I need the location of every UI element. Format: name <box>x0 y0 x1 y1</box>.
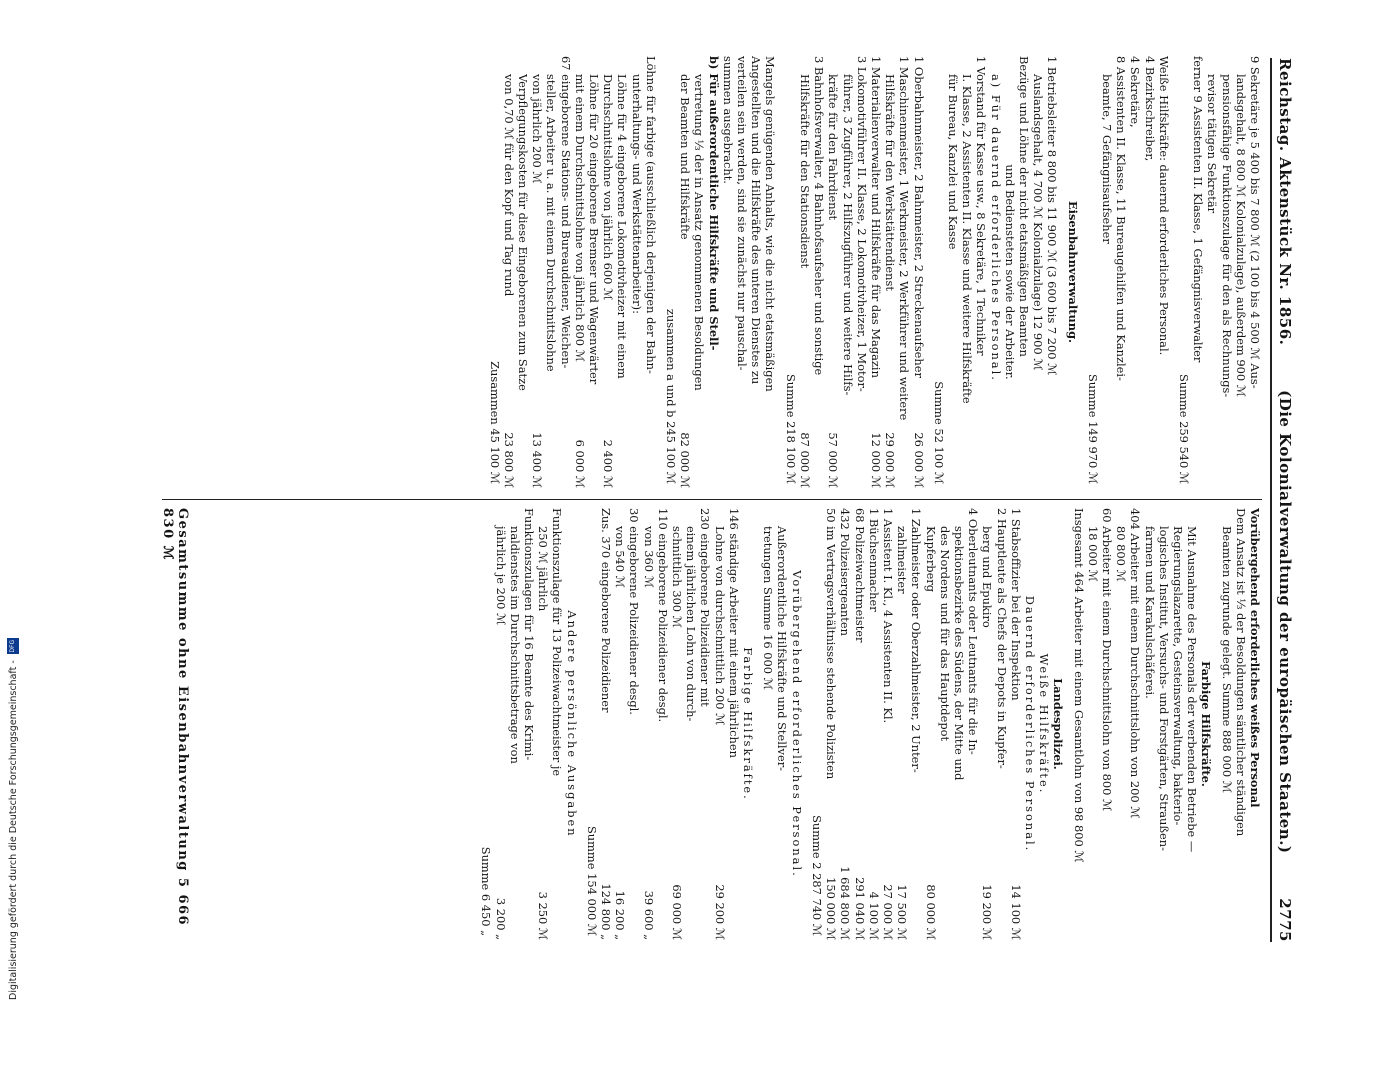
line-text: Verpflegungskosten für diese Eingeborenen zum Satze <box>516 74 531 391</box>
text-line <box>1114 56 1128 488</box>
text-line <box>1157 56 1171 488</box>
text-line <box>881 508 895 940</box>
line-text: Funktionszulage für 13 Polizeiwachtmeister je <box>550 508 565 777</box>
text-line <box>909 508 923 940</box>
text-line <box>1086 508 1100 940</box>
line-text: 1 Materialienverwalter und Hilfskräfte für das Magazin <box>868 56 883 378</box>
text-line <box>1234 56 1248 488</box>
text-line <box>615 56 629 488</box>
line-text: 250 ℳ jährlich <box>536 526 551 612</box>
line-text: ferner 9 Assistenten II. Klasse, 1 Gefängnisverwalter <box>1191 56 1206 363</box>
line-text: von jährlich 200 ℳ <box>530 74 545 184</box>
text-line <box>1248 508 1262 940</box>
text-line <box>869 56 883 488</box>
text-line <box>502 56 516 488</box>
line-text: verteilen sein werden, sind sie zunächst nur pauschal- <box>735 56 750 371</box>
text-line <box>678 56 692 488</box>
line-text: Vorübergehend erforderliches Personal. <box>789 570 804 878</box>
line-text: 146 ständige Arbeiter mit einem jährlichen <box>726 508 741 758</box>
header-title: Reichstag. Aktenstück Nr. 1856. <box>1276 58 1294 346</box>
text-line <box>911 56 925 488</box>
line-text: schnittlich 300 ℳ <box>670 526 685 628</box>
line-amount: 150 000 ℳ <box>824 877 839 940</box>
line-amount: 82 000 ℳ <box>678 432 693 488</box>
rotated-page-stage <box>160 0 1294 1080</box>
line-amount: 291 040 ℳ <box>852 877 867 940</box>
line-amount: 4 100 ℳ <box>866 891 881 940</box>
line-text: Beamten zugrunde gelegt. Summe 888 000 ℳ <box>1219 526 1234 793</box>
right-column <box>162 508 1262 940</box>
dfg-logo-icon: DFG <box>7 638 19 654</box>
line-text: führer, 3 Zugführer, 2 Hilfszugführer und weitere Hilfs- <box>840 74 855 396</box>
text-line <box>1157 508 1171 940</box>
text-line <box>761 508 775 940</box>
text-line <box>641 508 655 940</box>
line-text: Farbige Hilfskräfte. <box>1199 661 1214 787</box>
line-text: Angestellten und die Hilfskräfte des unteren Dienstes zu <box>749 56 764 385</box>
line-text: Außerordentliche Hilfskräfte und Stellver- <box>775 526 790 772</box>
line-text: 18 000 ℳ <box>1085 526 1100 582</box>
text-line <box>1128 56 1142 488</box>
text-line <box>1003 56 1017 488</box>
text-line <box>1142 56 1156 488</box>
line-text: Farbige Hilfskräfte. <box>741 647 756 801</box>
line-text: 110 eingeborene Polizeidiener desgl. <box>655 508 670 723</box>
text-line <box>798 56 812 488</box>
text-line <box>966 508 980 940</box>
text-line <box>1031 56 1045 488</box>
text-line <box>775 508 789 940</box>
text-line <box>952 508 966 940</box>
line-text: und Bediensteten sowie der Arbeiter. <box>1002 164 1017 380</box>
text-line <box>627 508 641 940</box>
sum-line <box>932 56 946 488</box>
text-line <box>1009 508 1023 940</box>
text-line <box>564 508 578 940</box>
text-line <box>812 56 826 488</box>
text-line <box>1219 508 1233 940</box>
text-line <box>1199 508 1213 940</box>
text-line <box>1219 56 1233 488</box>
text-line <box>1023 508 1037 940</box>
text-line <box>712 508 726 940</box>
line-text: Mangels genügenden Anhalts, wie die nicht etatsmäßigen <box>763 56 778 392</box>
text-line <box>550 508 564 940</box>
text-line <box>1037 508 1051 940</box>
line-text: von 0,70 ℳ für den Kopf und Tag rund <box>501 74 516 297</box>
line-text: 1 Assistent I. Kl., 4 Assistenten II. Kl. <box>880 508 895 724</box>
text-line <box>721 56 735 488</box>
line-text: Bezüge und Löhne der nicht etatsmäßigen Beamten <box>1016 56 1031 357</box>
text-line <box>1100 56 1114 488</box>
line-text: Weiße Hilfskräfte. <box>1037 653 1052 795</box>
line-amount: 13 400 ℳ <box>530 432 545 488</box>
line-text: 1 Zahlmeister oder Oberzahlmeister, 2 Unter- <box>909 508 924 773</box>
line-text: Summe 218 100 ℳ <box>783 373 798 484</box>
digitization-footer <box>4 0 22 1000</box>
line-amount: 27 000 ℳ <box>880 884 895 940</box>
text-line <box>1045 56 1059 488</box>
text-line <box>763 56 777 488</box>
line-text: 1 Oberbahnmeister, 2 Bahnmeister, 2 Streckenaufseher <box>911 56 926 378</box>
text-line <box>1191 56 1205 488</box>
line-text: 4 Oberleutnants oder Leutnants für die In- <box>966 508 981 755</box>
line-text: Summe 154 000 ℳ <box>584 825 599 936</box>
line-text: Regierungslazarette, Gesteinsverwaltung, bakterio- <box>1170 526 1185 826</box>
sum-line <box>784 56 798 488</box>
sum-line <box>810 508 824 940</box>
line-amount: 69 000 ℳ <box>670 884 685 940</box>
line-text: Löhne für 20 eingeborene Bremser und Wagenwärter <box>587 74 602 385</box>
line-text: von 540 ℳ <box>613 526 628 588</box>
line-text: Kupferberg <box>923 526 938 593</box>
line-text: 4 Sekretäre, <box>1128 56 1143 128</box>
line-text: spektionsbezirke des Südens, der Mitte und <box>951 526 966 781</box>
text-line <box>558 56 572 488</box>
text-line <box>692 56 706 488</box>
text-line <box>644 56 658 488</box>
text-line <box>855 56 869 488</box>
line-text: landsgehalt, 8 800 ℳ Kolonialzulage), außerdem 900 ℳ <box>1233 74 1248 397</box>
line-text: 30 eingeborene Polizeidiener desgl. <box>627 508 642 715</box>
line-text: 404 Arbeiter mit einem Durchschnittslohn von 200 ℳ <box>1128 508 1143 819</box>
line-text: Zus. 370 eingeborene Polizeidiener <box>599 508 614 713</box>
line-text: I. Klasse, 2 Assistenten II. Klasse und weitere Hilfskräfte <box>960 74 975 404</box>
line-text: 50 im Vertragsverhältnisse stehende Polizisten <box>824 508 839 780</box>
text-line <box>670 508 684 940</box>
sum-line <box>1086 56 1100 488</box>
line-text: naldienstes im Durchschnittsbetrage von <box>507 526 522 764</box>
line-amount: 1 684 800 ℳ <box>838 866 853 940</box>
line-text: summen ausgebracht. <box>720 56 735 184</box>
line-text: vertretung ⅓ der in Ansatz genommenen Besoldungen <box>692 74 707 391</box>
line-text: pensionsfähige Funktionszulage für den als Rechnungs- <box>1219 74 1234 398</box>
text-line <box>601 56 615 488</box>
line-amount: 57 000 ℳ <box>826 432 841 488</box>
line-amount: 16 200 „ <box>613 890 628 940</box>
line-text: 67 eingeborene Stations- und Bureaudiener, Weichen- <box>558 56 573 369</box>
line-amount: 29 000 ℳ <box>883 432 898 488</box>
text-line <box>1017 56 1031 488</box>
line-text: steller, Arbeiter u. a. mit einem Durchschnittslohne <box>544 74 559 372</box>
line-text: Insgesamt 464 Arbeiter mit einem Gesamtlohn von 98 800 ℳ <box>1071 508 1086 863</box>
line-text: beamte, 7 Gefängnisaufseher <box>1099 74 1114 244</box>
line-text: für Bureau, Kanzlei und Kasse <box>945 74 960 250</box>
text-line <box>867 508 881 940</box>
line-text: 1 Vorstand für Kasse usw., 8 Sekretäre, 1 Techniker <box>974 56 989 356</box>
line-text: Summe 2 287 740 ℳ <box>809 815 824 936</box>
line-amount: 87 000 ℳ <box>797 432 812 488</box>
line-text: Summe 259 540 ℳ <box>1176 373 1191 484</box>
header-subtitle: (Die Kolonialverwaltung der europäischen Staaten.) <box>1276 390 1294 854</box>
line-text: 80 800 ℳ <box>1114 526 1129 582</box>
text-line <box>599 508 613 940</box>
line-text: Löhne für farbige (ausschließlich derjenigen der Bahn- <box>643 56 658 374</box>
line-amount: 19 200 ℳ <box>980 884 995 940</box>
line-text: 60 Arbeiter mit einem Durchschnittslohn von 800 ℳ <box>1099 508 1114 812</box>
line-text: 230 eingeborene Polizeidiener mit <box>698 508 713 707</box>
line-text: Vorübergehend erforderliches weißes Personal <box>1248 508 1262 808</box>
text-line <box>727 508 741 940</box>
line-text: der Beamten und Hilfskräfte <box>678 74 693 240</box>
text-line <box>852 508 866 940</box>
page-number: 2775 <box>1276 898 1294 942</box>
line-text: Durchschnittslohne von jährlich 600 ℳ <box>601 74 616 301</box>
text-line <box>1051 508 1065 940</box>
text-line <box>1171 508 1185 940</box>
line-text: tretungen Summe 16 000 ℳ <box>761 526 776 690</box>
text-line <box>1065 56 1079 488</box>
text-line <box>1128 508 1142 940</box>
sum-line <box>487 56 501 488</box>
text-line <box>656 508 670 940</box>
text-line <box>826 56 840 488</box>
line-text: Landespolizei. <box>1051 678 1066 770</box>
line-amount: 26 000 ℳ <box>911 432 926 488</box>
text-line <box>824 508 838 940</box>
sum-line <box>1177 56 1191 488</box>
line-text: Lohne von durchschnittlich 200 ℳ <box>712 526 727 726</box>
text-line <box>1071 508 1085 940</box>
left-column <box>162 56 1262 488</box>
line-text: von 360 ℳ <box>641 526 656 588</box>
line-text: unterhaltungs- und Werkstättenarbeiter): <box>629 74 644 314</box>
line-text: a) Für dauernd erforderliches Personal. <box>988 74 1003 382</box>
text-line <box>508 508 522 940</box>
text-line <box>749 56 763 488</box>
line-text: 1 Stabsoffizier bei der Inspektion <box>1008 508 1023 701</box>
text-line <box>1205 56 1219 488</box>
line-amount: 3 250 ℳ <box>536 891 551 940</box>
line-text: Summe 149 970 ℳ <box>1085 373 1100 484</box>
text-line <box>980 508 994 940</box>
grand-total <box>160 508 190 940</box>
text-line <box>698 508 712 940</box>
text-line <box>946 56 960 488</box>
text-line <box>838 508 852 940</box>
text-line <box>530 56 544 488</box>
line-text: revisor tätigen Sekretär <box>1205 74 1220 214</box>
text-line <box>1100 508 1114 940</box>
text-line <box>1114 508 1128 940</box>
line-text: farmen und Karakulschäferei. <box>1142 526 1157 699</box>
line-amount: 80 000 ℳ <box>923 884 938 940</box>
text-line <box>988 56 1002 488</box>
line-text: Summe 52 100 ℳ <box>931 381 946 484</box>
grand-total-label: Gesamtsumme ohne Eisenbahnverwaltung 5 666 830 ℳ <box>160 508 190 927</box>
text-line <box>544 56 558 488</box>
line-amount: 3 200 „ <box>493 897 508 940</box>
line-text: zahlmeister <box>895 526 910 594</box>
text-line <box>516 56 530 488</box>
line-text: zusammen a und b 245 100 ℳ <box>664 308 679 484</box>
text-line <box>895 508 909 940</box>
line-text: kräfte für den Fahrdienst <box>826 74 841 221</box>
line-text: Zusammen 45 100 ℳ <box>487 361 502 484</box>
text-line <box>883 56 897 488</box>
text-line <box>923 508 937 940</box>
text-line <box>1185 508 1199 940</box>
line-text: logisches Institut, Versuchs- und Forstgärten, Straußen- <box>1156 526 1171 851</box>
line-amount: 124 800 „ <box>599 883 614 940</box>
text-line <box>684 508 698 940</box>
footer-text: Digitalisierung gefördert durch die Deutsche Forschungsgemeinschaft - <box>7 660 19 1000</box>
text-line <box>613 508 627 940</box>
text-line <box>536 508 550 940</box>
line-text: 432 Polizeisergeanten <box>838 508 853 636</box>
line-amount: 39 600 „ <box>641 890 656 940</box>
text-line <box>706 56 720 488</box>
line-text: Auslandsgehalt, 4 700 ℳ Kolonialzulage) 12 900 ℳ <box>1031 74 1046 371</box>
line-text: jährlich je 200 ℳ <box>493 526 508 626</box>
line-text: Dauernd erforderliches Personal. <box>1022 595 1037 853</box>
line-text: 8 Assistenten II. Klasse, 11 Bureaugehilfen und Kanzlei- <box>1114 56 1129 381</box>
line-text: Hilfskräfte für den Stationsdienst <box>797 74 812 269</box>
text-line <box>735 56 749 488</box>
line-amount: 29 200 ℳ <box>712 884 727 940</box>
line-text: Eisenbahnverwaltung. <box>1065 201 1080 343</box>
line-text: 2 Hauptleute als Chefs der Depots in Kupfer- <box>994 508 1009 769</box>
text-line <box>1142 508 1156 940</box>
text-line <box>974 56 988 488</box>
line-text: Dem Ansatz ist ⅓ der Besoldungen sämtlicher ständigen <box>1233 508 1248 837</box>
line-text: des Nordens und für das Hauptdepot <box>937 526 952 742</box>
line-text: einem jährlichen Lohn von durch- <box>684 526 699 722</box>
text-line <box>1248 56 1262 488</box>
line-text: 3 Bahnhofsverwalter, 4 Bahnhofsaufseher und sonstige <box>812 56 827 376</box>
line-text: 1 Büchsenmacher <box>866 508 881 612</box>
sum-line <box>664 56 678 488</box>
line-text: 3 Lokomotivführer II. Klasse, 2 Lokomotivheizer, 1 Motor- <box>854 56 869 392</box>
text-line <box>493 508 507 940</box>
text-line <box>573 56 587 488</box>
line-amount: 14 100 ℳ <box>1008 884 1023 940</box>
line-text: Mit Ausnahme des Personals der werbenden Betriebe — <box>1185 526 1200 853</box>
line-text: berg und Epukiro <box>980 526 995 628</box>
line-text: 1 Maschinenmeister, 1 Werkmeister, 2 Werkführer und weitere <box>897 56 912 421</box>
text-line <box>522 508 536 940</box>
text-line <box>960 56 974 488</box>
line-amount: 23 800 ℳ <box>501 432 516 488</box>
text-line <box>790 508 804 940</box>
line-amount: 12 000 ℳ <box>868 432 883 488</box>
text-line <box>741 508 755 940</box>
text-line <box>587 56 601 488</box>
line-amount: 17 500 ℳ <box>895 884 910 940</box>
line-text: Funktionszulagen für 16 Beamte des Krimi- <box>522 508 537 761</box>
text-line <box>994 508 1008 940</box>
sum-line <box>585 508 599 940</box>
text-line <box>938 508 952 940</box>
document-page <box>150 50 1310 950</box>
sum-line <box>479 508 493 940</box>
line-text: 1 Betriebsleiter 8 800 bis 11 900 ℳ (3 600 bis 7 200 ℳ <box>1045 56 1060 376</box>
line-amount: 2 400 ℳ <box>601 439 616 488</box>
text-line <box>840 56 854 488</box>
line-text: 9 Sekretäre je 5 400 bis 7 800 ℳ (2 100 bis 4 500 ℳ Aus- <box>1248 56 1262 389</box>
column-divider <box>162 499 1262 500</box>
line-amount: 6 000 ℳ <box>572 439 587 488</box>
line-text: Summe 6 450 „ <box>479 846 494 936</box>
line-text: Andere persönliche Ausgaben <box>564 610 579 838</box>
line-text: Weiße Hilfskräfte: dauernd erforderliches Personal. <box>1156 56 1171 356</box>
line-text: 68 Polizeiwachtmeister <box>852 508 867 643</box>
line-text: Löhne für 4 eingeborene Lokomotivheizer mit einem <box>615 74 630 379</box>
line-text: Hilfskräfte für den Werkstättendienst <box>883 74 898 291</box>
text-line <box>629 56 643 488</box>
text-line <box>1234 508 1248 940</box>
line-text: b) Für außerordentliche Hilfskräfte und Stell- <box>706 56 721 351</box>
page-header <box>1270 58 1310 942</box>
text-line <box>897 56 911 488</box>
line-text: 4 Bezirkschreiber, <box>1142 56 1157 162</box>
line-text: mit einem Durchschnittslohne von jährlich 800 ℳ <box>572 74 587 362</box>
